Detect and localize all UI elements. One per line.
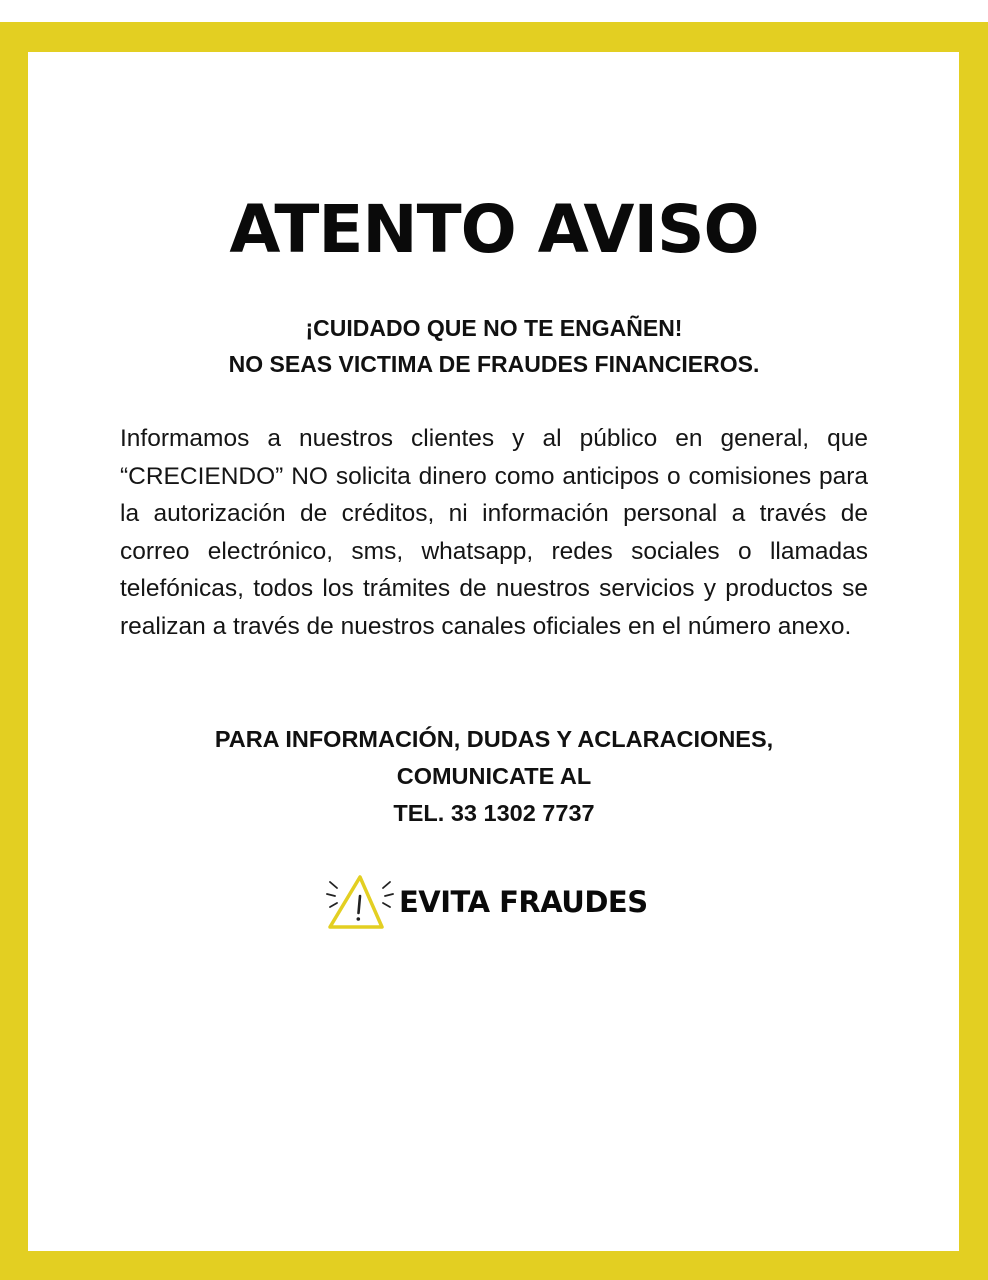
evita-fraudes-badge [326,872,666,932]
contact-info [0,721,988,832]
contact-line-1: PARA INFORMACIÓN, DUDAS Y ACLARACIONES, [214,726,774,752]
contact-line-2: COMUNICATE AL [396,763,592,789]
warning-icon [326,872,394,932]
contact-phone: TEL. 33 1302 7737 [393,800,595,826]
notice-body-paragraph: Informamos a nuestros clientes y al público en general, que “CRECIENDO” NO solicita dinero como anticipos o comisiones para la autorización de créditos, ni información personal a través de correo electrónico, sms, whatsapp, redes sociales o llamadas telefónicas, todos los trámites de nuestros servicios y productos se realizan a través de nuestros canales oficiales en el número anexo. [120,425,868,640]
notice-title: ATENTO AVISO [229,191,759,268]
subheading-line-2: NO SEAS VICTIMA DE FRAUDES FINANCIEROS. [228,351,760,377]
badge-label: EVITA FRAUDES [399,885,648,919]
subheading-line-1: ¡CUIDADO QUE NO TE ENGAÑEN! [305,315,683,341]
warning-subheading [0,310,988,382]
